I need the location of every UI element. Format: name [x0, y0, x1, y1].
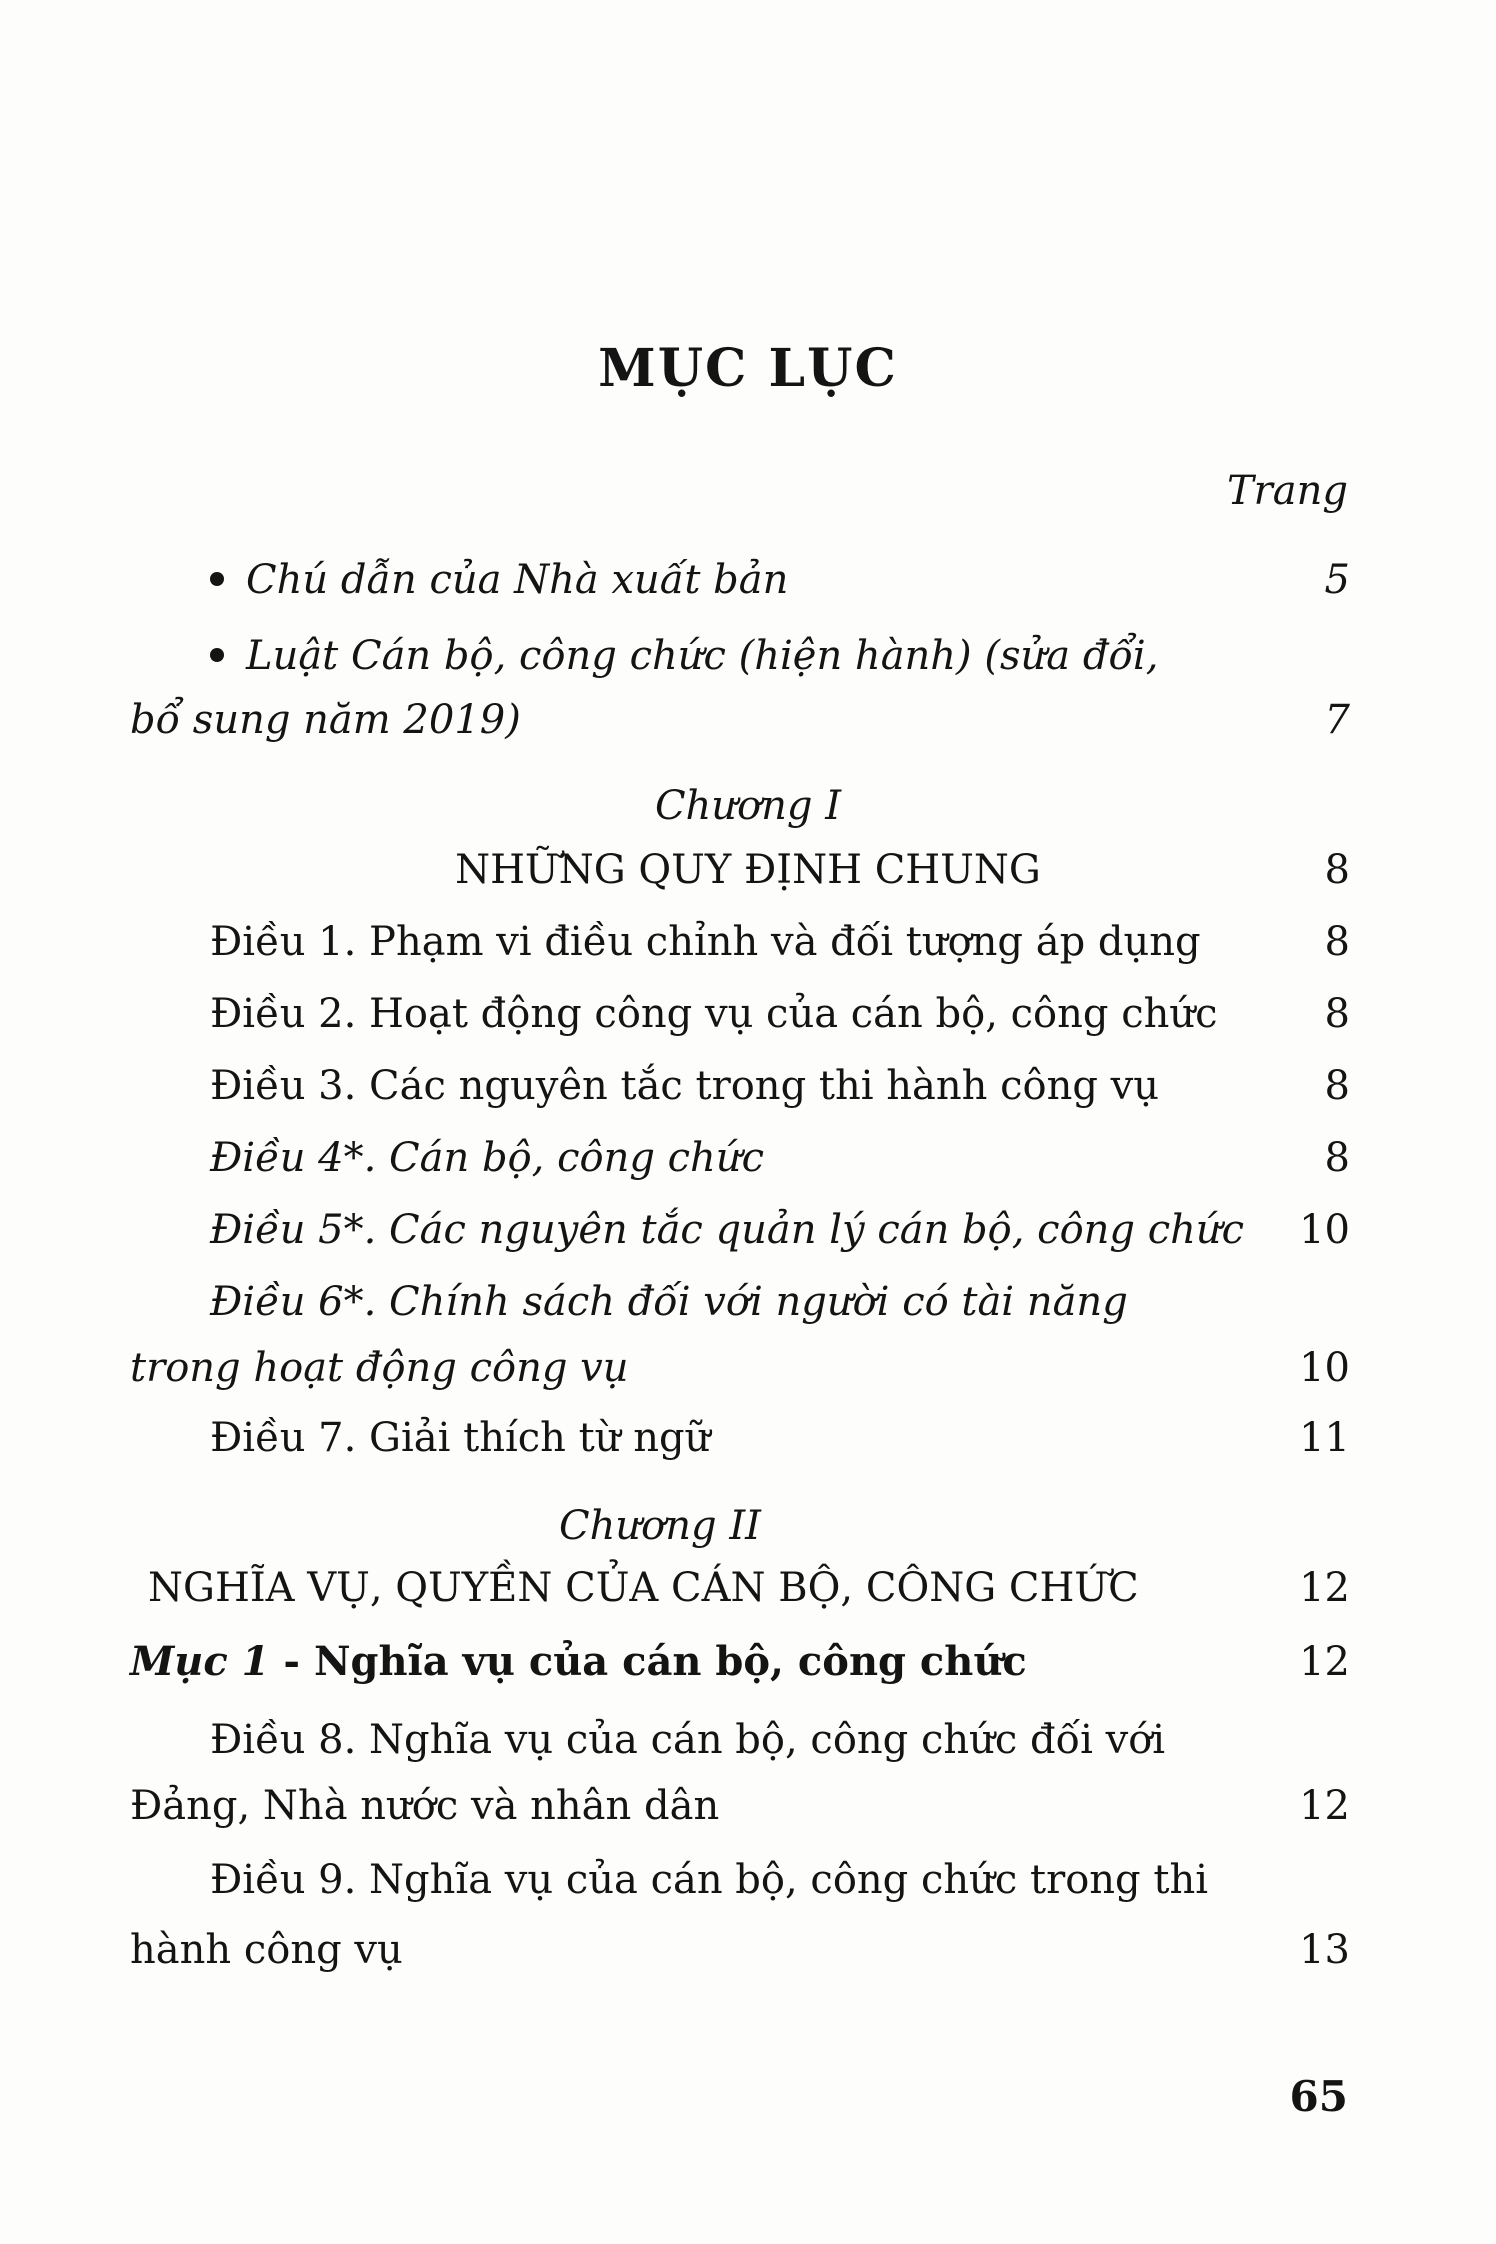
chapter-1-label: Chương I [654, 783, 842, 829]
page-ref: 8 [1324, 919, 1350, 965]
toc-entry-dieu-9-line2: hành công vụ 13 [130, 1922, 1350, 1978]
page-ref: 8 [1324, 1063, 1350, 1109]
page-ref: 8 [1324, 1135, 1350, 1181]
page-ref: 7 [1324, 697, 1350, 743]
toc-entry-dieu-1: Điều 1. Phạm vi điều chỉnh và đối tượng áp dụng 8 [130, 914, 1350, 970]
toc-entry-law-line2: bổ sung năm 2019) 7 [130, 692, 1350, 748]
toc-entry-dieu-5: Điều 5*. Các nguyên tắc quản lý cán bộ, công chức 10 [130, 1202, 1350, 1258]
toc-entry-dieu-7: Điều 7. Giải thích từ ngữ 11 [130, 1410, 1350, 1466]
page-column-label: Trang [1226, 468, 1348, 514]
chapter-2-title: NGHĨA VỤ, QUYỀN CỦA CÁN BỘ, CÔNG CHỨC 12 [130, 1560, 1350, 1616]
page-ref: 8 [1324, 847, 1350, 893]
toc-entry-dieu-9-line1: Điều 9. Nghĩa vụ của cán bộ, công chức trong thi [210, 1857, 1209, 1903]
page-ref: 11 [1299, 1415, 1350, 1461]
page-ref: 10 [1299, 1345, 1350, 1391]
toc-entry-dieu-2: Điều 2. Hoạt động công vụ của cán bộ, công chức 8 [130, 986, 1350, 1042]
toc-entry-dieu-8-line2: Đảng, Nhà nước và nhân dân 12 [130, 1778, 1350, 1834]
page-title: MỤC LỤC [598, 338, 898, 399]
toc-entry-dieu-6-line2: trong hoạt động công vụ 10 [130, 1340, 1350, 1396]
page-ref: 8 [1324, 991, 1350, 1037]
toc-entry-dieu-8-line1: Điều 8. Nghĩa vụ của cán bộ, công chức đối với [210, 1717, 1166, 1763]
page-number: 65 [1289, 2072, 1348, 2121]
page-ref: 5 [1324, 557, 1350, 603]
page-ref: 13 [1299, 1927, 1350, 1973]
bullet-icon [210, 648, 224, 662]
page-ref: 10 [1299, 1207, 1350, 1253]
toc-entry-preface: Chú dẫn của Nhà xuất bản 5 [130, 552, 1350, 608]
toc-entry-dieu-4: Điều 4*. Cán bộ, công chức 8 [130, 1130, 1350, 1186]
toc-entry-dieu-3: Điều 3. Các nguyên tắc trong thi hành công vụ 8 [130, 1058, 1350, 1114]
section-muc-1: Mục 1 - Nghĩa vụ của cán bộ, công chức 12 [130, 1634, 1350, 1690]
page-ref: 12 [1299, 1783, 1350, 1829]
bullet-icon [210, 572, 224, 586]
chapter-2-label: Chương II [559, 1503, 761, 1549]
toc-entry-law-line1: Luật Cán bộ, công chức (hiện hành) (sửa đổi, [130, 628, 1350, 684]
page-ref: 12 [1299, 1565, 1350, 1611]
page-ref: 12 [1299, 1639, 1350, 1685]
toc-entry-dieu-6-line1: Điều 6*. Chính sách đối với người có tài năng [210, 1279, 1128, 1325]
chapter-1-title: NHỮNG QUY ĐỊNH CHUNG 8 [130, 842, 1350, 898]
